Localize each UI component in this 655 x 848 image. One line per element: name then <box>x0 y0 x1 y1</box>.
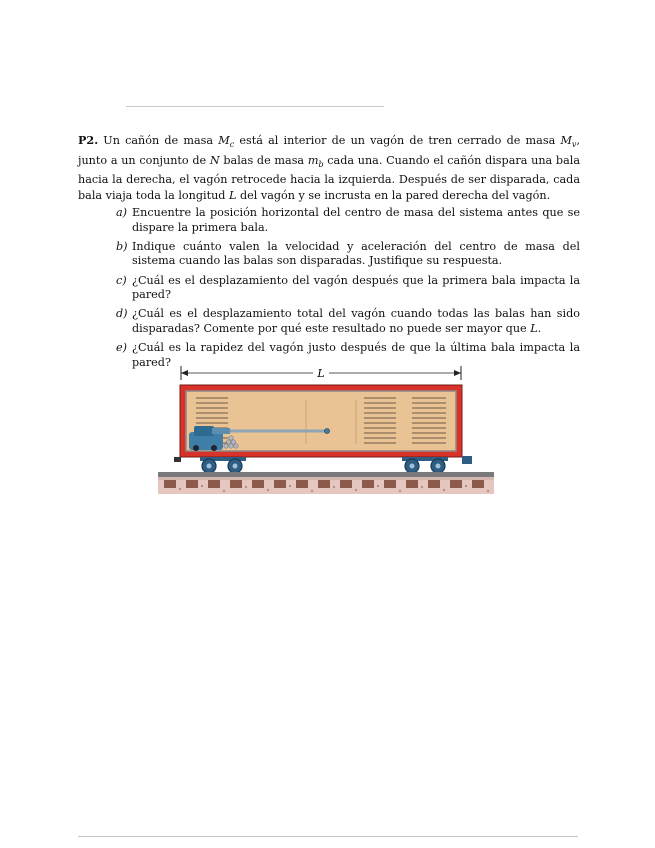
text-run: ¿Cuál es el desplazamiento total del vagón cuando todas las balas han sido disparadas? Comente por qué este resultado no puede ser mayor que <box>132 307 580 335</box>
boxcar-figure <box>156 360 496 495</box>
question-marker: c) <box>116 273 127 287</box>
math-base: N <box>209 153 220 167</box>
question-marker: d) <box>116 307 128 321</box>
text-run: Encuentre la posición horizontal del centro de masa del sistema antes que se dispare la primera bala. <box>132 206 580 234</box>
math-symbol <box>530 322 537 335</box>
math-base: M <box>560 134 572 147</box>
text-run: Un cañón de masa <box>103 134 219 147</box>
question-item <box>116 307 580 336</box>
math-symbol <box>210 154 220 167</box>
question-item <box>116 240 580 269</box>
math-base: L <box>229 188 237 202</box>
question-marker: a) <box>116 206 128 219</box>
question-marker: e) <box>116 341 127 355</box>
math-symbol <box>560 134 577 150</box>
question-marker: b) <box>116 239 128 253</box>
math-subscript: b <box>318 159 324 169</box>
question-text <box>132 206 580 234</box>
math-base: m <box>307 153 319 167</box>
question-text <box>132 274 580 302</box>
math-subscript: v <box>571 140 577 150</box>
text-run: , junto a un conjunto de <box>78 134 580 167</box>
math-symbol <box>308 154 324 167</box>
top-rule <box>126 106 384 107</box>
right-coupler <box>462 456 472 464</box>
math-base: L <box>530 321 538 335</box>
question-text <box>132 240 580 268</box>
question-item <box>116 274 580 303</box>
text-run: del vagón y se incrusta en la pared derecha del vagón. <box>236 188 551 202</box>
text-run: . <box>537 321 542 335</box>
wheels <box>202 459 445 473</box>
length-dimension <box>181 366 461 380</box>
text-run: Indique cuánto valen la velocidad y aceleración del centro de masa del sistema cuando las balas son disparadas. Justifique su respuesta. <box>132 239 580 268</box>
question-item <box>116 206 580 235</box>
text-run: balas de masa <box>219 153 308 167</box>
length-label: L <box>317 367 325 380</box>
text-run: cada una. Cuando el cañón dispara una bala hacia la derecha, el vagón retrocede hacia la izquierda. Después de ser disparada, cada bala viaja toda la longitud <box>78 153 580 202</box>
question-list <box>116 206 580 375</box>
text-run: ¿Cuál es la rapidez del vagón justo después de que la última bala impacta la pared? <box>132 341 580 369</box>
rail-track <box>158 472 494 494</box>
bottom-rule <box>78 836 578 837</box>
question-text <box>132 307 580 335</box>
text-run: está al interior de un vagón de tren cerrado de masa <box>234 134 561 147</box>
left-coupler <box>174 457 181 462</box>
problem-text <box>78 134 580 202</box>
math-base: M <box>218 134 230 147</box>
problem-label: P2. <box>78 133 99 147</box>
math-subscript: c <box>229 140 235 150</box>
problem-statement <box>78 133 580 203</box>
text-run: ¿Cuál es el desplazamiento del vagón después que la primera bala impacta la pared? <box>132 273 580 302</box>
math-symbol <box>218 134 235 150</box>
